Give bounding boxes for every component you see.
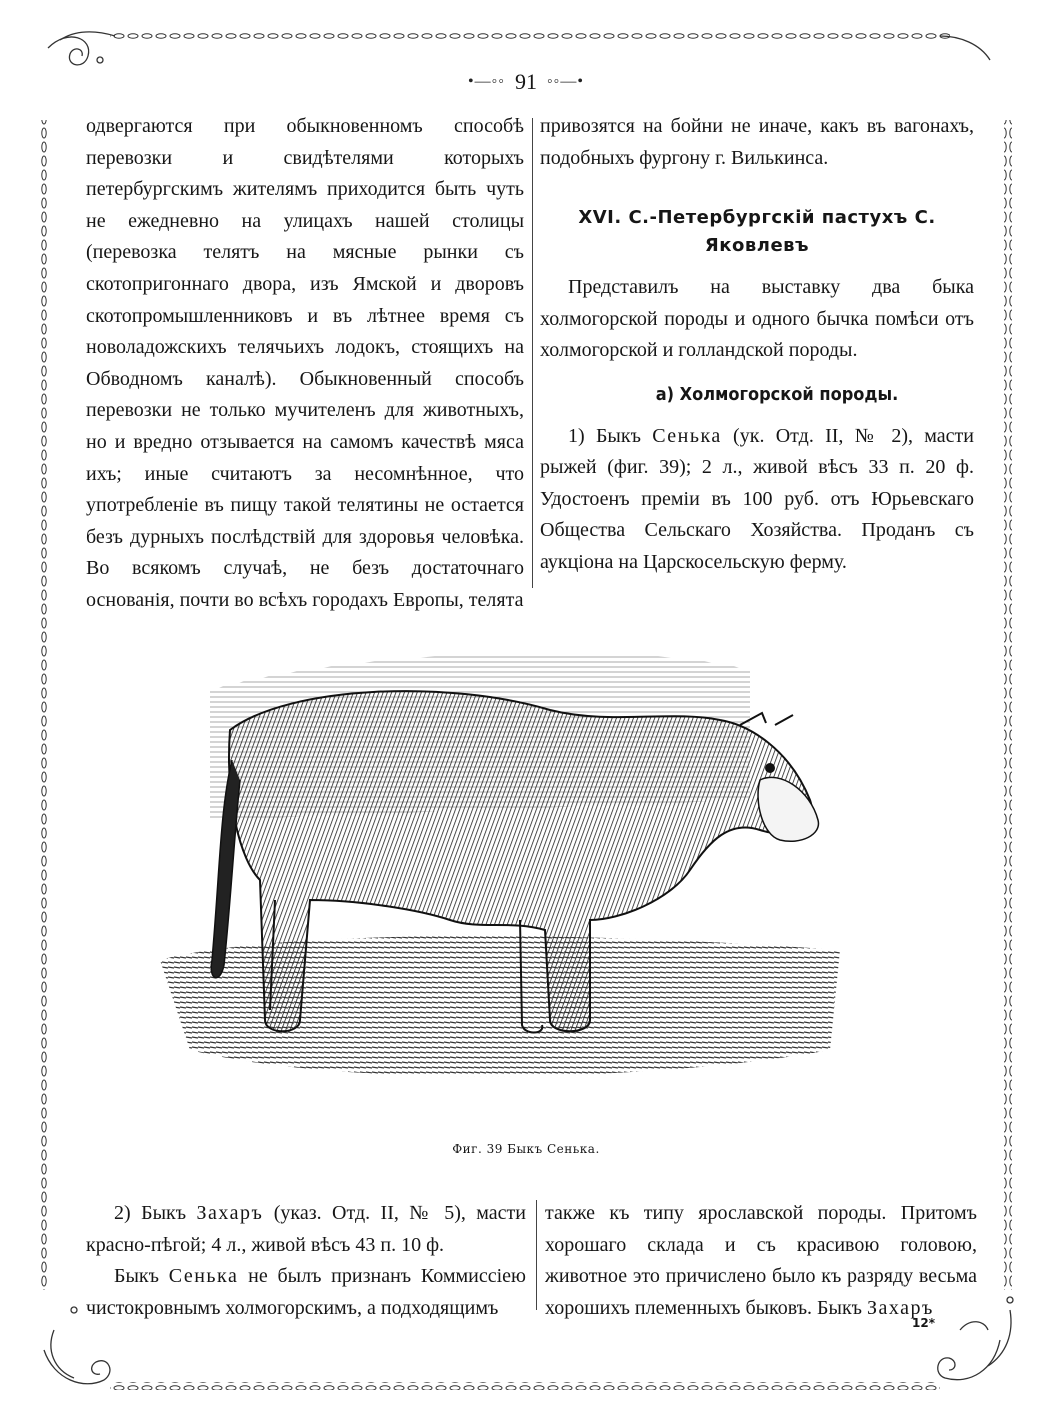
column-divider-top: [532, 118, 533, 588]
entry-rest: (указ. Отд. II, № 5), масти красно-пѣгой; 4 л., живой вѣсъ 43 п. 10 ф.: [86, 1202, 526, 1256]
left-ornament: •—◦◦: [468, 73, 505, 90]
entry-rest: (ук. Отд. II, № 2), масти рыжей (фиг. 39); 2 л., живой вѣсъ 33 п. 20 ф. Удостоенъ преміи въ 100 руб. отъ Юрьевскаго Общества Сельскаго Хозяйства. Проданъ съ аукціона на Царскосельскую ферму.: [540, 424, 974, 573]
bull-name: Сенька: [168, 1265, 239, 1288]
bottom-right-column: [545, 1198, 977, 1319]
page-number: 91: [515, 69, 537, 94]
entry-lead: Быкъ: [114, 1265, 169, 1288]
page-number-header: [0, 66, 1052, 98]
signature-mark: 12*: [912, 1316, 935, 1330]
right-ornament: ◦◦—•: [547, 73, 584, 90]
top-left-paragraph: одвергаются при обыкновенномъ способѣ перевозки и свидѣтелями которыхъ петербургскимъ жителямъ приходится быть чуть не ежедневно на улицахъ нашей столицы (перевозка телятъ на мясные рынки съ скотопригоннаго двора, изъ Ямской и дворовъ скотопромышленниковъ и въ лѣтнее время съ новоладожскихъ телячьихъ лодокъ, стоящихъ на Обводномъ каналѣ). Обыкновенный способъ перевозки не только мучителенъ для животныхъ, но и вредно отзывается на самомъ качествѣ мяса ихъ; иные считаютъ за несомнѣнное, что употребленіе въ пищу такой телятины не остается безъ дурныхъ послѣдствій для здоровья человѣка. Во всякомъ случаѣ, не безъ достаточнаго основанія, почти во всѣхъ городахъ Европы, телята: [86, 115, 524, 611]
entry-lead: 1) Быкъ: [568, 424, 653, 447]
bull-name: Захаръ: [867, 1296, 934, 1319]
top-right-column: [540, 111, 974, 573]
top-right-paragraph-3: [540, 421, 974, 579]
top-right-paragraph-2: Представилъ на выставку два быка холмогорской породы и одного бычка помѣси отъ холмогорской и голландской породы.: [540, 276, 974, 362]
entry-rest: не былъ признанъ Коммиссіею чистокровнымъ холмогорскимъ, а подходящимъ: [86, 1265, 526, 1319]
entry-lead: 2) Быкъ: [114, 1202, 197, 1224]
bull-engraving: [150, 630, 850, 1130]
top-right-paragraph-1: привозятся на бойни не иначе, какъ въ вагонахъ, подобныхъ фургону г. Вилькинса.: [540, 115, 974, 169]
entry-lead: также къ типу ярославской породы. Притомъ хорошаго склада и съ красивою головою, животное это причислено было къ разряду весьма хорошихъ племенныхъ быковъ. Быкъ: [545, 1202, 977, 1319]
subsection-heading: а) Холмогорской породы.: [655, 383, 899, 405]
column-divider-bottom: [536, 1200, 537, 1310]
bottom-left-paragraph-2: [86, 1261, 526, 1324]
bottom-left-column: [86, 1198, 526, 1319]
top-left-column: [86, 111, 524, 611]
bottom-right-paragraph: [545, 1198, 977, 1324]
bull-name: Сенька: [652, 424, 722, 447]
bottom-left-paragraph-1: [86, 1198, 526, 1261]
bull-name: Захаръ: [196, 1202, 264, 1224]
section-title: XVI. С.-Петербургскій пастухъ С. Яковлевъ: [578, 207, 936, 257]
figure-caption: Фиг. 39 Быкъ Сенька.: [452, 1142, 600, 1156]
